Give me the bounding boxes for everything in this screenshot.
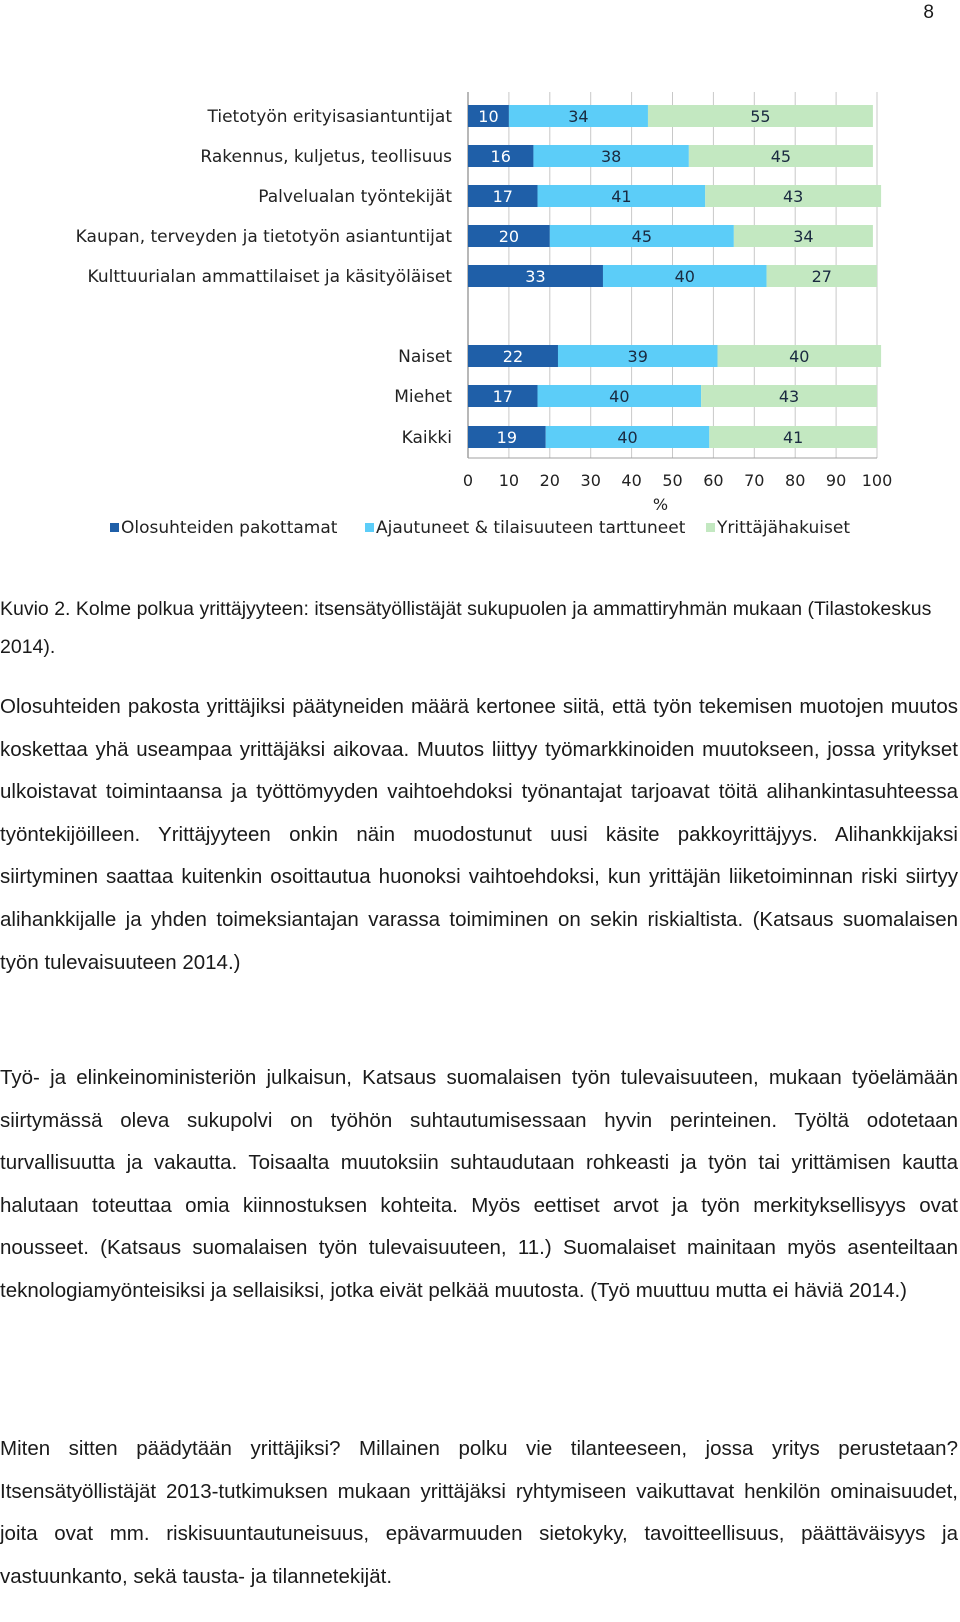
x-tick-label: 20 (539, 471, 560, 490)
data-label: 17 (492, 187, 513, 206)
data-label: 40 (789, 347, 810, 366)
data-label: 33 (525, 267, 546, 286)
body-paragraph-3: Miten sitten päädytään yrittäjiksi? Millainen polku vie tilanteeseen, jossa yritys perustetaan? Itsensätyöllistäjät 2013-tutkimuksen mukaan yrittäjäksi ryhtymiseen vaikuttavat henkilön ominaisuudet, joita ovat mm. riskisuuntautuneisuus, epävarmuuden sietokyky, tavoitteellisuus, päättäväisyys ja vastuunkanto, sekä tausta- ja tilannetekijät. (0, 1437, 958, 1588)
x-axis-label: % (652, 495, 669, 514)
data-label: 45 (770, 147, 792, 166)
body-paragraph-2: Työ- ja elinkeinoministeriön julkaisun, Katsaus suomalaisen työn tulevaisuuteen, mukaan työelämään siirtymässä oleva sukupolvi on työhön suhtautumisessaan hyvin perinteinen. Työltä odotetaan turvallisuutta ja vakautta. Toisaalta muutoksiin suhtaudutaan rohkeasti ja työn tai yrittämisen kautta halutaan toteuttaa omia kiinnostuksen kohteita. Myös eettiset arvot ja työn merkityksellisyys ovat nousseet. (Katsaus suomalaisen työn tulevaisuuteen, 11.) Suomalaiset mainitaan myös asenteiltaan teknologiamyönteisiksi ja sellaisiksi, jotka eivät pelkää muutosta. (Työ muuttuu mutta ei häviä 2014.) (0, 1066, 958, 1302)
data-label: 40 (617, 428, 638, 447)
category-label: Tietotyön erityisasiantuntijat (207, 107, 452, 127)
category-label: Kulttuurialan ammattilaiset ja käsityöläiset (87, 267, 452, 287)
data-label: 39 (627, 347, 648, 366)
category-label: Palvelualan työntekijät (258, 187, 452, 207)
data-label: 38 (600, 147, 622, 166)
body-paragraph-1: Olosuhteiden pakosta yrittäjiksi päätyneiden määrä kertonee siitä, että työn tekemisen muotojen muutos koskettaa yhä useampaa yrittäjäksi aikovaa. Muutos liittyy työmarkkinoiden muutokseen, jossa yritykset ulkoistavat toimintaansa ja työttömyyden vaihtoehdoksi työnantajat tarjoavat töitä alihankintasuhteessa työntekijöilleen. Yrittäjyyteen onkin näin muodostunut uusi käsite pakkoyrittäjyys. Alihankkijaksi siirtyminen saattaa kuitenkin osoittautua huonoksi vaihtoehdoksi, kun yrittäjän liiketoiminnan riski siirtyy alihankkijalle ja yhden toimeksiantajan varassa toimiminen on sekin riskialtista. (Katsaus suomalaisen työn tulevaisuuteen 2014.) (0, 695, 958, 974)
stacked-bar-chart (0, 0, 960, 560)
data-label: 34 (568, 107, 589, 126)
x-tick-label: 10 (498, 471, 520, 490)
category-label: Miehet (394, 387, 452, 407)
x-tick-label: 40 (621, 471, 642, 490)
data-label: 10 (478, 107, 499, 126)
legend-swatch (365, 523, 374, 532)
data-label: 27 (811, 267, 832, 286)
data-label: 55 (750, 107, 771, 126)
page-number: 8 (923, 2, 934, 23)
legend-swatch (706, 523, 715, 532)
data-label: 19 (496, 428, 518, 447)
x-tick-label: 60 (703, 471, 724, 490)
category-label: Naiset (398, 347, 452, 367)
x-tick-label: 90 (825, 471, 847, 490)
data-label: 16 (490, 147, 511, 166)
category-label: Kaikki (401, 428, 452, 448)
data-label: 45 (631, 227, 653, 246)
x-tick-label: 50 (662, 471, 683, 490)
data-label: 41 (782, 428, 804, 447)
legend-label: Ajautuneet & tilaisuuteen tarttuneet (376, 518, 686, 538)
figure-caption: Kuvio 2. Kolme polkua yrittäjyyteen: itsensätyöllistäjät sukupuolen ja ammattiryhmän mukaan (Tilastokeskus 2014). (0, 598, 932, 658)
data-label: 43 (782, 187, 804, 206)
data-label: 17 (492, 387, 513, 406)
x-tick-label: 100 (861, 471, 893, 490)
x-tick-label: 70 (744, 471, 765, 490)
data-label: 20 (498, 227, 520, 246)
data-label: 43 (778, 387, 800, 406)
data-label: 40 (609, 387, 630, 406)
x-tick-label: 30 (580, 471, 601, 490)
legend-label: Yrittäjähakuiset (717, 518, 850, 538)
data-label: 40 (674, 267, 695, 286)
x-tick-label: 0 (462, 471, 474, 490)
category-label: Rakennus, kuljetus, teollisuus (200, 147, 452, 167)
data-label: 41 (611, 187, 632, 206)
x-tick-label: 80 (785, 471, 806, 490)
legend-swatch (110, 523, 119, 532)
data-label: 34 (793, 227, 814, 246)
legend-label: Olosuhteiden pakottamat (121, 518, 338, 538)
data-label: 22 (502, 347, 524, 366)
category-label: Kaupan, terveyden ja tietotyön asiantuntijat (75, 227, 452, 247)
